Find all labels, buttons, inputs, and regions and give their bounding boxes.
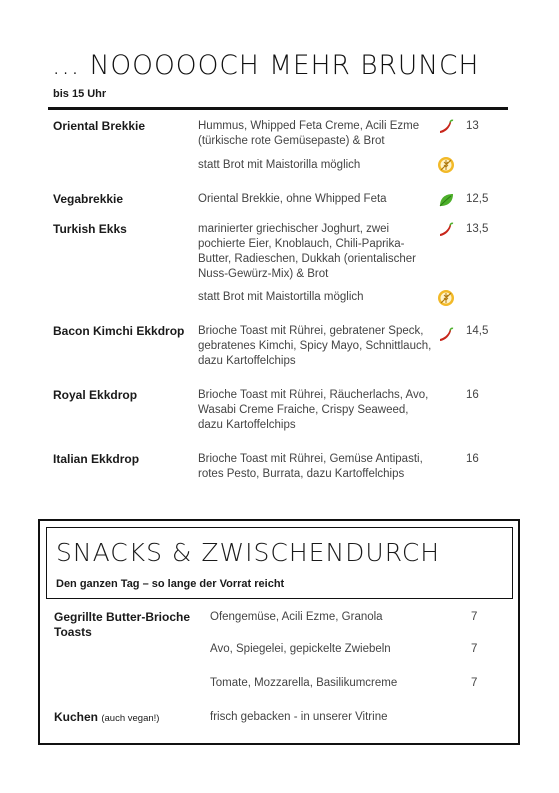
menu-item-description: Hummus, Whipped Feta Creme, Acili Ezme (türkische rote Gemüsepaste) & Brot — [198, 120, 420, 147]
menu-item-description: frisch gebacken - in unserer Vitrine — [210, 711, 388, 723]
section-subtitle-brunch: bis 15 Uhr — [53, 88, 107, 100]
menu-item-price: 7 — [471, 643, 478, 655]
chili-icon — [437, 221, 455, 239]
chili-icon — [437, 118, 455, 136]
menu-item-name: Italian Ekkdrop — [53, 452, 140, 466]
menu-item-name: Kuchen — [54, 710, 99, 724]
menu-item-price: 12,5 — [466, 193, 489, 205]
section-title-snacks: SNACKS & ZWISCHENDURCH — [56, 538, 441, 567]
chili-icon — [437, 326, 455, 344]
menu-item-description: Tomate, Mozzarella, Basilikumcreme — [210, 677, 398, 689]
menu-item-note: statt Brot mit Maistorilla möglich — [198, 159, 361, 171]
menu-item-description: Brioche Toast mit Rührei, Räucherlachs, Avo, Wasabi Creme Fraiche, Crispy Seaweed, dazu Kartoffelchips — [198, 389, 429, 431]
menu-item-price: 7 — [471, 677, 478, 689]
menu-item-note: statt Brot mit Maistortilla möglich — [198, 291, 364, 303]
menu-item-name: Royal Ekkdrop — [53, 388, 138, 402]
menu-item-price: 16 — [466, 389, 479, 401]
section-subtitle-snacks: Den ganzen Tag – so lange der Vorrat reicht — [56, 578, 285, 590]
menu-item-note: (auch vegan!) — [101, 713, 160, 724]
menu-item-price: 13 — [466, 120, 479, 132]
menu-item-description: Brioche Toast mit Rührei, gebratener Speck, gebratenes Kimchi, Spicy Mayo, Schnittlauch, dazu Kartoffelchips — [198, 325, 432, 367]
menu-item-description: Oriental Brekkie, ohne Whipped Feta — [198, 193, 387, 205]
gluten-free-icon — [437, 156, 455, 174]
divider — [48, 107, 508, 110]
menu-item-description: marinierter griechischer Joghurt, zwei pochierte Eier, Knoblauch, Chili-Paprika-Butter, Radieschen, Dukkah (orientalischer Nuss-Gewürz-Mix) & Brot — [198, 223, 416, 280]
menu-item-name: Turkish Ekks — [53, 222, 127, 236]
menu-item-description: Avo, Spiegelei, gepickelte Zwiebeln — [210, 643, 391, 655]
menu-item-name: Gegrillte Butter-Brioche Toasts — [54, 610, 191, 639]
menu-item-description: Ofengemüse, Acili Ezme, Granola — [210, 611, 383, 623]
gluten-free-icon — [437, 289, 455, 307]
menu-item-price: 16 — [466, 453, 479, 465]
menu-item-name: Bacon Kimchi Ekkdrop — [53, 324, 185, 338]
menu-item-price: 14,5 — [466, 325, 489, 337]
section-title-brunch: ... NOOOOOCH MEHR BRUNCH — [52, 50, 480, 81]
menu-item-price: 13,5 — [466, 223, 489, 235]
menu-item-name: Oriental Brekkie — [53, 119, 146, 133]
menu-item-name-kuchen — [54, 710, 199, 726]
vegan-leaf-icon — [437, 191, 455, 209]
menu-item-description: Brioche Toast mit Rührei, Gemüse Antipasti, rotes Pesto, Burrata, dazu Kartoffelchips — [198, 453, 423, 480]
menu-item-name: Vegabrekkie — [53, 192, 124, 206]
menu-item-price: 7 — [471, 611, 478, 623]
